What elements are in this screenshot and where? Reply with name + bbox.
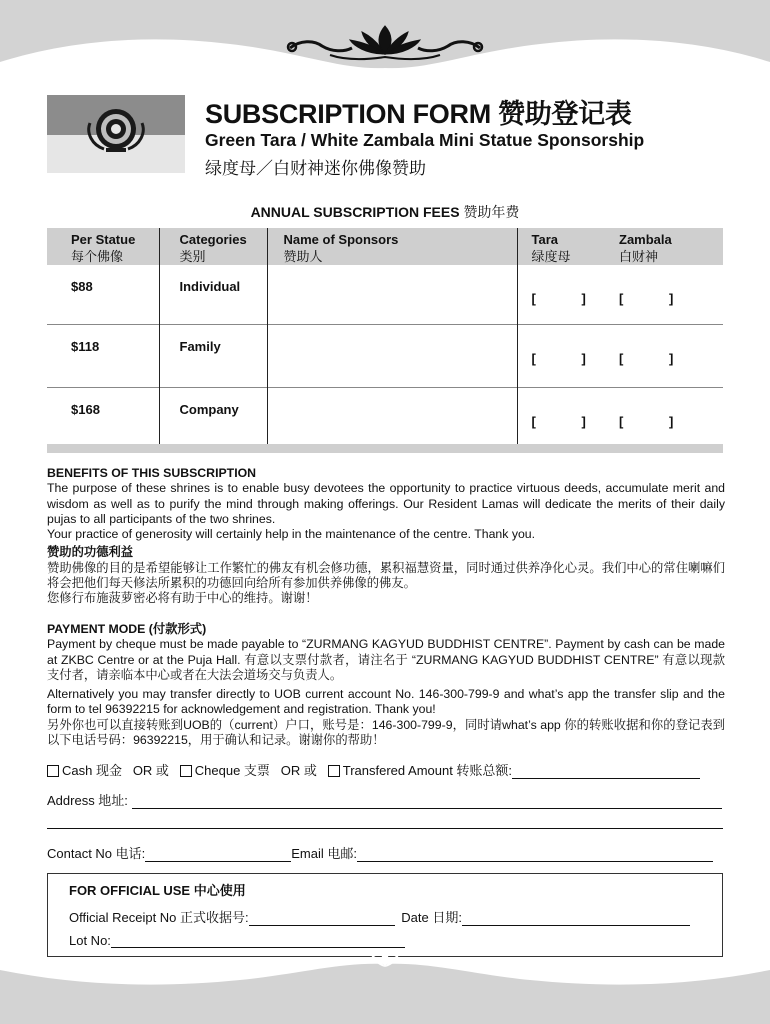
- table-row: [47, 324, 723, 387]
- zambala-checkbox[interactable]: [ ]: [619, 291, 674, 306]
- cheque-label: Cheque 支票: [194, 763, 270, 778]
- col-zambala: Zambala 白财神: [605, 228, 723, 265]
- benefits-heading: BENEFITS OF THIS SUBSCRIPTION: [47, 466, 257, 480]
- benefits-heading-cn: 赞助的功德利益: [47, 545, 134, 560]
- cash-checkbox[interactable]: [47, 765, 59, 777]
- tara-checkbox[interactable]: [ ]: [517, 324, 605, 387]
- zambala-checkbox[interactable]: [ ]: [605, 324, 723, 387]
- fees-table: [47, 228, 723, 450]
- category-cell: Family: [159, 324, 267, 387]
- cash-label: Cash 现金: [62, 763, 122, 778]
- lot-label: Lot No:: [69, 933, 111, 948]
- table-row: [47, 387, 723, 450]
- page-subtitle-cn: 绿度母／白财神迷你佛像赞助: [205, 159, 426, 178]
- lot-row: [69, 933, 405, 948]
- official-use-box: [47, 873, 723, 957]
- receipt-row: [69, 907, 690, 926]
- benefits-body: The purpose of these shrines is to enable busy devotees the opportunity to practice virtuous deeds, accumulate merit and wisdom as well as to purify the mind through making offerings. Our Resident Lamas will dedicate the merits of their daily pujas to all participants of the two shrines.: [47, 481, 725, 526]
- top-wave-ornament: [0, 0, 770, 95]
- payment-heading: PAYMENT MODE (付款形式): [47, 622, 207, 636]
- tara-checkbox[interactable]: [ ]: [517, 387, 605, 450]
- receipt-field[interactable]: [249, 912, 395, 926]
- table-row: [47, 265, 723, 324]
- contact-row: [47, 843, 713, 862]
- receipt-label: Official Receipt No 正式收据号:: [69, 910, 249, 925]
- payment-body: Payment by cheque must be made payable to “ZURMANG KAGYUD BUDDHIST CENTRE”. Payment by cash can be made at ZKBC Centre or at the Puja Hall. 有意以支票付款者，请注名于 “ZURMANG KAGYUD BUDDHIST CENTRE” 有意以现款支付者，请亲临本中心或者在大法会道场交与负责人。: [47, 637, 725, 682]
- payment-transfer-cn: 另外你也可以直接转账到UOB的（current）户口，账号是：146-300-799-9，同时请what’s app 你的转账收据和你的登记表到以下电话号码：96392215，用于确认和记录。谢谢你的帮助！: [47, 717, 725, 748]
- zambala-checkbox[interactable]: [ ]: [605, 387, 723, 450]
- table-bottom-bar: [47, 444, 723, 453]
- col-categories: Categories 类别: [159, 228, 267, 265]
- or-label: OR 或: [132, 763, 169, 778]
- fees-heading: ANNUAL SUBSCRIPTION FEES 赞助年费: [250, 204, 520, 220]
- sponsor-name-field[interactable]: [267, 324, 517, 387]
- benefits-body-cn: 赞助佛像的目的是希望能够让工作繁忙的佛友有机会修功德，累积福慧资量，同时通过供养净化心灵。我们中心的常住喇嘛们将会把他们每天修法所累积的功德回向给所有参加供养佛像的佛友。: [47, 560, 725, 591]
- date-field[interactable]: [462, 912, 690, 926]
- date-label: Date 日期:: [401, 910, 462, 925]
- sponsor-name-field[interactable]: [267, 265, 517, 324]
- bottom-wave-ornament: [0, 948, 770, 1024]
- category-cell: Individual: [159, 265, 267, 324]
- address-field[interactable]: [132, 795, 722, 809]
- official-use-title: FOR OFFICIAL USE 中心使用: [69, 883, 246, 898]
- transfer-label: Transfered Amount 转账总额:: [342, 763, 513, 778]
- page-title: SUBSCRIPTION FORM 赞助登记表: [205, 99, 632, 129]
- email-label: Email 电邮:: [291, 846, 357, 861]
- email-field[interactable]: [357, 848, 713, 862]
- lot-field[interactable]: [111, 934, 405, 948]
- or-label: OR 或: [280, 763, 317, 778]
- price-cell: $118: [47, 324, 159, 387]
- address-label: Address 地址:: [47, 793, 128, 808]
- payment-section: [47, 622, 725, 748]
- col-tara: Tara 绿度母: [517, 228, 605, 265]
- price-cell: $88: [47, 265, 159, 324]
- transfer-checkbox[interactable]: [328, 765, 340, 777]
- sponsor-name-field[interactable]: [267, 387, 517, 450]
- contact-label: Contact No 电话:: [47, 846, 146, 861]
- price-cell: $168: [47, 387, 159, 450]
- col-per-statue: Per Statue 每个佛像: [47, 228, 159, 265]
- benefits-body-cn-2: 您修行布施菠萝密必将有助于中心的维持。谢谢！: [47, 591, 318, 606]
- page-subtitle: Green Tara / White Zambala Mini Statue Sponsorship: [205, 130, 645, 150]
- contact-field[interactable]: [145, 848, 291, 862]
- category-cell: Company: [159, 387, 267, 450]
- address-row: [47, 790, 722, 809]
- payment-transfer: Alternatively you may transfer directly to UOB current account No. 146-300-799-9 and what’s app the transfer slip and the form to tel 96392215 for acknowledgement and registration. Thank you!: [47, 687, 725, 717]
- benefits-section: [47, 466, 725, 607]
- cheque-checkbox[interactable]: [180, 765, 192, 777]
- transfer-amount-field[interactable]: [512, 765, 700, 779]
- address-field-line-2[interactable]: [47, 828, 723, 829]
- fees-table-header: [47, 228, 723, 265]
- payment-options: [47, 760, 700, 779]
- benefits-body-2: Your practice of generosity will certainly help in the maintenance of the centre. Thank you.: [47, 527, 536, 542]
- centre-logo: [47, 95, 185, 173]
- col-sponsors: Name of Sponsors 赞助人: [267, 228, 517, 265]
- tara-checkbox[interactable]: [ ]: [531, 291, 586, 306]
